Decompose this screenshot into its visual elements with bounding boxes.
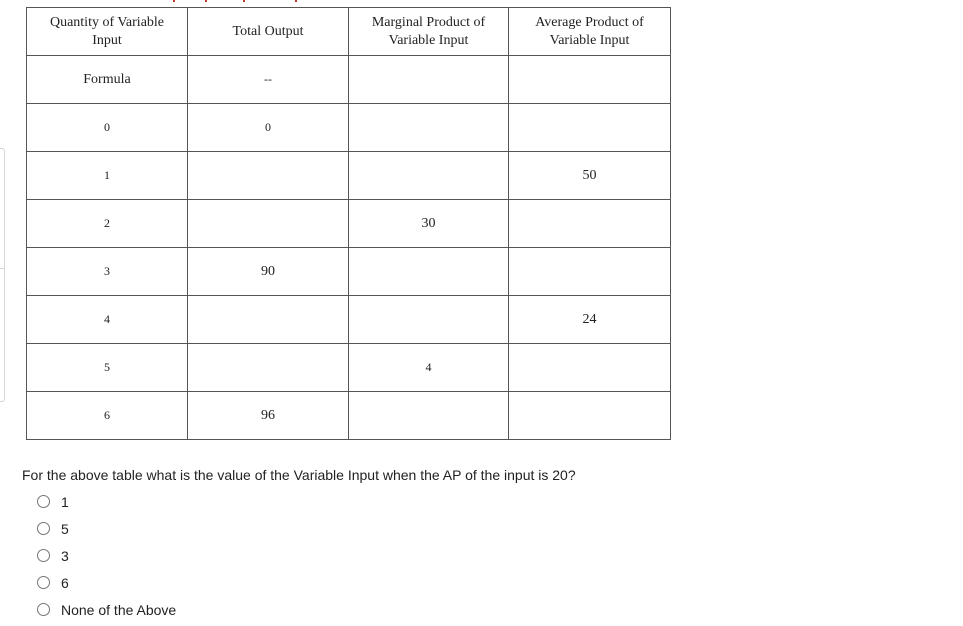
radio-button-icon[interactable] — [37, 549, 50, 562]
table-cell: 1 — [27, 152, 188, 200]
header-line: Marginal Product of — [371, 14, 486, 30]
table-cell — [188, 344, 349, 392]
header-marginal-product — [349, 8, 509, 56]
table-cell — [349, 56, 509, 104]
table-cell — [188, 152, 349, 200]
table-cell — [509, 104, 671, 152]
table-cell: 2 — [27, 200, 188, 248]
left-panel-divider — [0, 268, 5, 269]
table-row — [27, 104, 671, 152]
table-cell — [509, 56, 671, 104]
option-label: 5 — [61, 520, 69, 537]
table-cell: 6 — [27, 392, 188, 440]
table-cell: 3 — [27, 248, 188, 296]
radio-button-icon[interactable] — [37, 603, 50, 616]
table-row — [27, 344, 671, 392]
radio-button-icon[interactable] — [37, 495, 50, 508]
table-cell: 30 — [349, 200, 509, 248]
production-table — [26, 7, 671, 440]
table-row — [27, 248, 671, 296]
table-cell — [349, 152, 509, 200]
table-cell: 4 — [27, 296, 188, 344]
table-cell — [509, 248, 671, 296]
table-cell — [349, 104, 509, 152]
answer-option-5[interactable] — [37, 515, 176, 542]
header-line: Average Product of — [535, 14, 644, 30]
option-label: None of the Above — [61, 601, 177, 618]
table-cell: 0 — [188, 104, 349, 152]
table-cell — [509, 344, 671, 392]
radio-button-icon[interactable] — [37, 576, 50, 589]
table-cell: 24 — [509, 296, 671, 344]
table-cell: 90 — [188, 248, 349, 296]
table-row — [27, 392, 671, 440]
answer-option-1[interactable] — [37, 488, 176, 515]
table-cell — [349, 248, 509, 296]
answer-option-6[interactable] — [37, 569, 176, 596]
header-quantity-variable-input — [27, 8, 188, 56]
header-line: Variable Input — [549, 32, 630, 48]
table-row — [27, 296, 671, 344]
top-edge-marks — [165, 0, 315, 2]
table-cell — [188, 296, 349, 344]
header-total-output — [188, 8, 349, 56]
table-row-formula — [27, 56, 671, 104]
header-average-product — [509, 8, 671, 56]
header-line: Quantity of Variable — [49, 14, 165, 30]
table-cell: 50 — [509, 152, 671, 200]
answer-options — [37, 488, 176, 623]
table-cell — [509, 392, 671, 440]
table-cell — [509, 200, 671, 248]
table-cell: 96 — [188, 392, 349, 440]
table-cell — [349, 392, 509, 440]
table-cell — [188, 200, 349, 248]
table-row — [27, 152, 671, 200]
table-cell: -- — [188, 56, 349, 104]
answer-option-3[interactable] — [37, 542, 176, 569]
table-cell: 5 — [27, 344, 188, 392]
answer-option-none[interactable] — [37, 596, 176, 623]
table-row — [27, 200, 671, 248]
table-cell: 0 — [27, 104, 188, 152]
header-line: Variable Input — [388, 32, 469, 48]
left-panel-edge — [0, 148, 5, 402]
question-text: For the above table what is the value of the Variable Input when the AP of the input is 20? — [22, 467, 576, 483]
option-label: 1 — [61, 493, 69, 510]
table-cell: Formula — [27, 56, 188, 104]
table-cell — [349, 296, 509, 344]
header-line: Input — [92, 32, 122, 48]
table-cell: 4 — [349, 344, 509, 392]
option-label: 3 — [61, 547, 69, 564]
option-label: 6 — [61, 574, 69, 591]
table-header-row — [27, 8, 671, 56]
radio-button-icon[interactable] — [37, 522, 50, 535]
header-line: Total Output — [232, 23, 304, 39]
